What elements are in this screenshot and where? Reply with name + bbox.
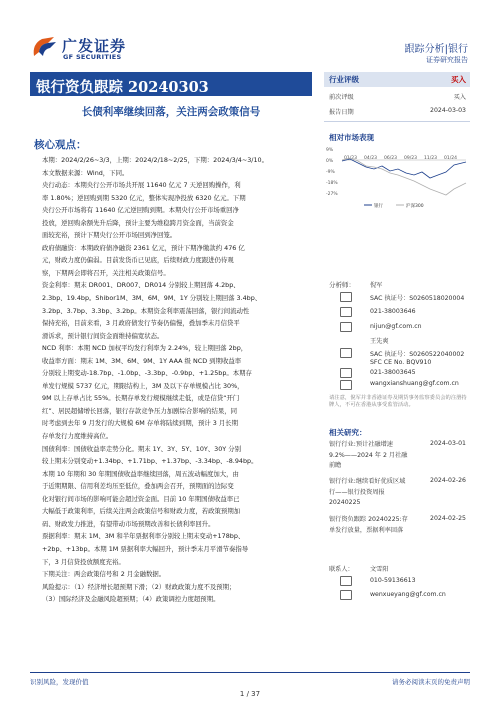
hs300-series-line — [342, 158, 466, 195]
bullet-continuation: 大幅低于政策利率，后续关注两会政策信号和财政力度，若政策预期加 — [42, 507, 241, 516]
footer-disclaimer[interactable]: 请务必阅读末页的免责声明 — [392, 678, 470, 686]
bullet-continuation: 保持充裕，目前来看，3 月政府债发行节奏仍偏慢，叠加季末月信贷平 — [42, 319, 240, 328]
related-line: 银行资负跟踪 20240225:存 — [329, 516, 408, 523]
bullet-point: • 风险提示：（1）经济增长超预期下滑；（2）财政政策力度不及预期； — [34, 581, 312, 594]
phone-icon — [340, 368, 352, 378]
x-tick-label: 01/23 — [344, 156, 357, 161]
bullet-continuation: 面较充裕，预计下期央行公开市场回到净回笼。 — [42, 231, 177, 240]
related-line: 前瞻 — [329, 462, 342, 469]
core-view-bullets — [34, 154, 312, 606]
bullet-point: • 央行动态：本期央行公开市场共开展 11640 亿元 7 天逆回购操作，利 — [34, 179, 312, 192]
bullet-continuation: 率 1.80%；逆回购到期 5320 亿元，整体实现净投放 6320 亿元。下期 — [42, 193, 246, 202]
contact-name: 文雪阳 — [370, 566, 389, 573]
rating-value: 买入 — [451, 75, 466, 84]
report-date-label: 报告日期 — [329, 109, 354, 116]
x-tick-label: 01/24 — [444, 156, 457, 161]
gf-logo — [30, 34, 140, 62]
contact-email: wenxueyang@gf.com.cn — [370, 591, 446, 598]
bullet-continuation: 3.2bp、3.7bp、3.3bp、3.2bp。本期资金利率震荡回落，银行间流动性 — [42, 306, 250, 315]
divider — [324, 121, 470, 122]
y-tick-label: -27% — [326, 192, 338, 197]
bullet-point: • 资金利率：期末 DR001、DR007、DR014 分别较上期回落 4.2bp、 — [34, 279, 312, 292]
related-research-title: 相关研究： — [329, 428, 367, 437]
related-line: 9.2%——2024 年 2 月社融 — [329, 451, 408, 459]
core-view-heading: 核心观点： — [34, 139, 87, 151]
logo-text-en: GF SECURITIES — [63, 53, 122, 61]
y-tick-label: -9% — [326, 170, 335, 175]
prev-rating-label: 前次评级 — [329, 94, 354, 101]
email-icon — [340, 322, 352, 332]
x-tick-label: 09/23 — [404, 156, 417, 161]
contact-label: 联系人： — [329, 566, 354, 573]
bullet-continuation: 于近期期限、信用利差均压至低位，叠加两会召开，预期面的边际变 — [42, 482, 234, 491]
bullet-continuation: 时考虑到去年 9 月发行的大规模 6M 存单将陆续到期，预计 3 月长期 — [42, 419, 239, 428]
analyst-heading: 分析师： — [329, 281, 355, 289]
legend-hs300-label: 沪深300 — [406, 204, 424, 209]
relative-performance-chart — [324, 145, 470, 213]
email-icon — [340, 590, 352, 600]
related-research-item[interactable] — [329, 477, 405, 509]
logo-text: 广发证券 — [62, 37, 127, 55]
bullet-continuation: 察，下期两会即将召开，关注相关政策信号。 — [42, 268, 170, 277]
related-research-item[interactable] — [329, 440, 407, 472]
gf-logo-icon — [30, 34, 60, 62]
related-line: 行——银行投资周报 — [329, 488, 385, 496]
bullet-continuation: 较上期末分别变动+1.34bp、+1.71bp、+1.37bp、-3.34bp、-8.94bp。 — [42, 457, 258, 466]
bank-series-line — [342, 159, 466, 178]
analyst-cert: SAC 执证号：S0260522040002 — [370, 351, 465, 358]
y-tick-label: -18% — [326, 181, 338, 186]
report-title: 银行资负跟踪 20240303 — [36, 79, 209, 96]
bullet-continuation: 9M 以上存单占比 55%。长期存单发行规模继续走低，或是信贷“开门 — [42, 394, 240, 403]
related-research-item[interactable] — [329, 515, 408, 536]
related-research-date: 2024-02-26 — [430, 477, 466, 484]
y-tick-label: 9% — [326, 148, 334, 153]
report-type: 跟踪分析|银行 — [404, 44, 468, 55]
bullet-continuation: 单发行规模 5737 亿元，期限结构上，3M 及以下存单规模占比 30%， — [42, 381, 244, 390]
analyst-cert: SAC 执证号：S0260518020004 — [370, 295, 465, 302]
phone-icon — [340, 307, 352, 317]
x-tick-label: 04/23 — [364, 156, 377, 161]
related-line: 单发行放量，票据利率回落 — [329, 526, 404, 534]
x-tick-label: 06/23 — [384, 156, 397, 161]
bullet-continuation: 存单发行力度维持高位。 — [42, 432, 113, 441]
phone-icon — [340, 576, 352, 586]
bullet-continuation: 收益率方面：期末 1M、3M、6M、9M、1Y AAA 级 NCD 到期收益率 — [42, 356, 242, 365]
report-category: 证券研究报告 — [426, 56, 468, 64]
bullet-continuation: 投放，逆回购余额先升后降，预计主要为维稳跨月资金面，当前资金 — [42, 218, 234, 227]
contact-phone: 010-59136613 — [370, 577, 416, 584]
y-tick-label: 0% — [326, 159, 334, 164]
bullet-continuation: 本文数据来源：Wind，下同。 — [42, 168, 129, 177]
bullet-continuation: 本期 10 年期和 30 年期国债收益率继续回落，周五波动幅度加大，由 — [42, 469, 239, 478]
rating-label: 行业评级 — [329, 75, 359, 84]
title-band — [30, 72, 312, 96]
analyst-name: 王先爽 — [370, 338, 389, 345]
analyst-disclaimer: 请注意，倪军并非香港证券及期货事务监察委员会的注册持牌人，不可在香港从事受监管活动。 — [329, 395, 467, 408]
bullet-point: • 本期：2024/2/26~3/3，上期：2024/2/18~2/25，下期：2024/3/4~3/10。 — [34, 154, 312, 167]
id-card-icon — [340, 292, 352, 302]
bullet-point: • 下期关注：两会政策信号和 2 月金融数据。 — [34, 568, 312, 581]
bullet-continuation: 元，财政力度仍偏弱。目前发货币已见底，后续财政力度跟进仍待观 — [42, 256, 234, 265]
related-research-date: 2024-03-01 — [430, 440, 466, 447]
bullet-continuation: 化对银行间市场的影响可能会超过资金面。目前 10 年期国债收益率已 — [42, 494, 240, 503]
prev-rating-value: 买入 — [453, 94, 466, 101]
analyst-phone: 021-38003646 — [370, 308, 416, 315]
bullet-continuation: （3）国际经济及金融风险超预期；（4）政策调控力度超预期。 — [42, 595, 220, 604]
id-card-icon — [340, 348, 352, 358]
related-line: 银行行业:预计社融增速 — [329, 441, 393, 448]
bullet-continuation: 码、财政发力推进，有望带动市场预期改善和长债利率回升。 — [42, 519, 215, 528]
email-icon — [340, 380, 352, 390]
analyst-phone: 021-38003645 — [370, 369, 416, 376]
bullet-continuation: 下，3 月信贷投放额度充裕。 — [42, 557, 125, 566]
bullet-point: • NCD 利率：本期 NCD 加权平均发行利率为 2.24%，较上期回落 2bp， — [34, 342, 312, 355]
bullet-point: • 政府债融资：本期政府债净融资 2361 亿元，预计下期净缴款约 476 亿 — [34, 242, 312, 255]
analyst-name: 倪军 — [370, 282, 383, 289]
analyst-email: wangxianshuang@gf.com.cn — [370, 380, 459, 387]
bullet-continuation: 央行公开市场将有 11640 亿元逆回购到期。本期央行公开市场重回净 — [42, 206, 239, 215]
related-research-date: 2024-02-25 — [430, 515, 466, 522]
bullet-continuation: 滑诉求，预计银行间资金面维持偏宽状态。 — [42, 331, 164, 340]
bullet-continuation: 分别较上期变动-18.7bp、-1.0bp、-3.3bp、-0.9bp、+1.25bp。本期存 — [42, 369, 252, 378]
bullet-continuation: +2bp、+13bp。本期 1M 票据利率大幅回升，预计季末月平滑节奏指导 — [42, 544, 249, 553]
x-tick-label: 11/23 — [424, 156, 437, 161]
legend-bank-label: 银行 — [374, 204, 383, 209]
footer-divider — [30, 672, 470, 673]
relative-performance-title: 相对市场表现 — [329, 133, 374, 142]
report-date-value: 2024-03-03 — [430, 107, 466, 114]
bullet-point: • 国债利率：国债收益率走势分化。期末 1Y、3Y、5Y、10Y、30Y 分别 — [34, 443, 312, 456]
page-number: 1 / 37 — [239, 690, 261, 698]
footer-slogan: 识别风险，发现价值 — [30, 678, 89, 686]
related-line: 20240225 — [329, 499, 361, 506]
bullet-point: • 票据利率：期末 1M、3M 和半年票据利率分别较上期末变动+178bp、 — [34, 530, 312, 543]
analyst-cert-sfc: SFC CE No. BQV910 — [370, 359, 432, 366]
analyst-email: nijun@gf.com.cn — [370, 323, 422, 330]
bullet-continuation: 2.3bp、19.4bp。Shibor1M、3M、6M、9M、1Y 分别较上期回落 3.4bp、 — [42, 294, 262, 303]
related-line: 银行行业:继续看好优质区域 — [329, 478, 406, 485]
bullet-continuation: 红”、居民超储增长回落，银行存款竞争压力加剧综合影响的结果，同 — [42, 406, 238, 415]
report-subtitle: 长债利率继续回落，关注两会政策信号 — [81, 106, 261, 118]
